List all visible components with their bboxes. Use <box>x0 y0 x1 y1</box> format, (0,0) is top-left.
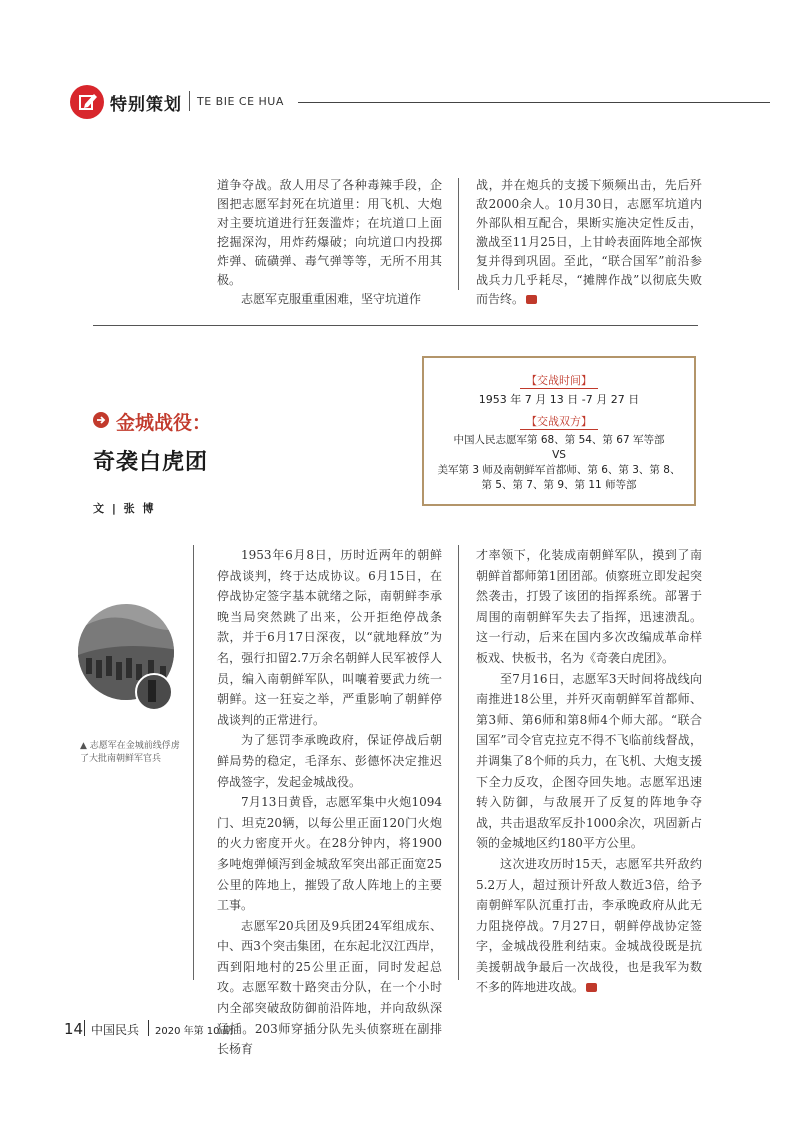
paragraph: 为了惩罚李承晚政府，保证停战后朝鲜局势的稳定，毛泽东、彭德怀决定推迟停战签字，发起金城战役。 <box>217 733 442 789</box>
arrow-right-circle-icon <box>93 412 109 428</box>
paragraph: 才率领下，化装成南朝鲜军队，摸到了南朝鲜首都师第1团团部。侦察班立即发起突然袭击，打毁了该团的指挥系统。部署于周围的南朝鲜军失去了指挥，迅速溃乱。这一行动，后来在国内多次改编成革命样板戏、快板书，名为《奇袭白虎团》。 <box>476 548 702 665</box>
paragraph: 1953年6月8日，历时近两年的朝鲜停战谈判，终于达成协议。6月15日，在停战协定签字基本就绪之际，南朝鲜李承晚当局突然跳了出来，公开拒绝停战条款，并于6月17日深夜，以“就地释放”为名，强行扣留2.7万余名朝鲜人民军被俘人员，编入南朝鲜军队，叫嚷着要武力统一朝鲜。这一狂妄之举，严重影响了朝鲜停战谈判的正常进行。 <box>217 548 442 727</box>
footer-divider <box>148 1020 149 1036</box>
side-b-line2: 第 5、第 7、第 9、第 11 师等部 <box>481 479 637 491</box>
side-b-line1: 美军第 3 师及南朝鲜军首都师、第 6、第 3、第 8、 <box>437 464 681 476</box>
article-title: 奇袭白虎团 <box>93 449 209 475</box>
column-divider <box>458 178 459 290</box>
side-a: 中国人民志愿军第 68、第 54、第 67 军等部 <box>453 434 665 446</box>
battlefield-photo <box>78 600 178 710</box>
paragraph <box>476 176 702 309</box>
vs-text: VS <box>552 449 566 461</box>
paragraph: 至7月16日，志愿军3天时间将战线向南推进18公里，并歼灭南朝鲜军首都师、第3师、第6师和第8师4个师大部。“联合国军”司令官克拉克不得不飞临前线督战，并调集了8个师的兵力，在飞机、大炮支援下全力反攻，企图夺回失地。志愿军迅速转入防御，与敌展开了反复的阵地争夺战，共击退敌军反扑1000余次，巩固新占领的金城地区约180平方公里。 <box>476 671 702 851</box>
sides-label: 【交战双方】 <box>424 413 694 429</box>
top-left-column <box>217 176 442 309</box>
paragraph-text: 战，并在炮兵的支援下频频出击，先后歼敌2000余人。10月30日，志愿军坑道内外部队相互配合，果断实施决定性反击，激战至11月25日，上甘岭表面阵地全部恢复并得到巩固。至此，“联合国军”前沿参战兵力几乎耗尽，“摊牌作战”以彻底失败而告终。 <box>476 178 702 306</box>
photo-caption: ▲ 志愿军在金城前线俘虏了大批南朝鲜军官兵 <box>80 741 180 764</box>
paragraph: 志愿军20兵团及9兵团24军组成东、中、西3个突击集团，在东起北汉江西岸，西到阳地村的25公里正面，同时发起总攻。志愿军数十路突击分队，在一个小时内全部突破敌防御前沿阵地，并向敌纵深猛插。203师穿插分队先头侦察班在副排长杨育 <box>217 918 442 1057</box>
battle-info-box <box>422 356 696 506</box>
section-divider <box>93 325 698 326</box>
page-number: 14 <box>64 1020 84 1038</box>
footer-divider <box>84 1020 85 1036</box>
column-subtitle: TE BIE CE HUA <box>197 95 284 108</box>
header-rule <box>298 102 770 103</box>
header-divider <box>189 91 190 111</box>
paragraph: 道争夺战。敌人用尽了各种毒辣手段，企图把志愿军封死在坑道里：用飞机、大炮对主要坑道进行狂轰滥炸；在坑道口上面挖掘深沟，用炸药爆破；向坑道口内投掷炸弹、硫磺弹、毒气弹等等，无所不用其极。 <box>217 178 442 287</box>
paragraph-text: 这次进攻历时15天，志愿军共歼敌约5.2万人，超过预计歼敌人数近3倍，给予南朝鲜军队沉重打击，李承晚政府从此无力阻挠停战。7月27日，朝鲜停战协定签字，金城战役胜利结束。金城战役既是抗美援朝战争最后一次战役，也是我军为数不多的阵地进攻战。 <box>476 856 702 995</box>
end-mark-icon <box>526 295 537 304</box>
pen-edit-icon <box>70 85 104 119</box>
article-left-column <box>217 545 442 1060</box>
paragraph <box>476 854 702 998</box>
section-heading: 金城战役： <box>116 412 212 434</box>
issue-label: 2020 年第 10 期 <box>155 1026 233 1037</box>
paragraph: 7月13日黄昏，志愿军集中火炮1094门、坦克20辆，以每公里正面120门火炮的火力密度开火。在28分钟内，将1900多吨炮弹倾泻到金城敌军突出部正面宽25公里的阵地上，摧毁了敌人阵地上的主要工事。 <box>217 795 442 913</box>
article-right-column <box>476 545 702 998</box>
column-divider <box>458 545 459 980</box>
top-right-column <box>476 176 702 309</box>
byline: 文 | 张 博 <box>93 502 156 515</box>
time-label: 【交战时间】 <box>424 372 694 388</box>
end-mark-icon <box>586 983 597 992</box>
magazine-name: 中国民兵 <box>91 1023 140 1037</box>
time-value: 1953 年 7 月 13 日 -7 月 27 日 <box>478 393 640 406</box>
column-divider <box>193 545 194 980</box>
paragraph: 志愿军克服重重困难，坚守坑道作 <box>241 292 422 306</box>
column-title: 特别策划 <box>110 95 182 115</box>
